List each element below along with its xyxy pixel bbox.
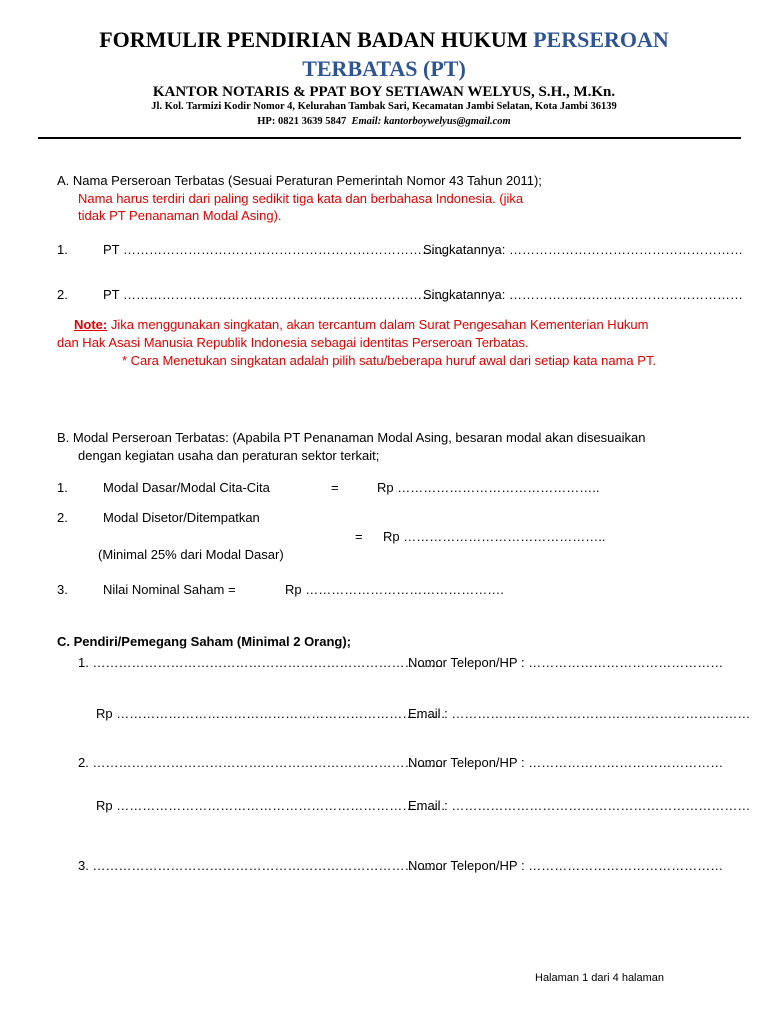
- founder-2-rp-field[interactable]: Rp ………………………………………………………………….: [96, 798, 445, 813]
- pt-abbr-1-field[interactable]: Singkatannya: ………………………………………………: [423, 242, 744, 257]
- note-text-1: Jika menggunakan singkatan, akan tercantum dalam Surat Pengesahan Kementerian Hukum: [107, 317, 649, 332]
- office-address: Jl. Kol. Tarmizi Kodir Nomor 4, Kelurahan Tambak Sari, Kecamatan Jambi Selatan, Kota Jambi 36139: [151, 101, 617, 112]
- office-email: Email: kantorboywelyus@gmail.com: [351, 116, 511, 127]
- section-a-rule-line2: tidak PT Penanaman Modal Asing).: [78, 208, 282, 223]
- founder-3-phone-field[interactable]: Nomor Telepon/HP : ………………………………………: [408, 858, 724, 873]
- founder-1-rp-field[interactable]: Rp ………………………………………………………………….: [96, 706, 445, 721]
- modal-disetor-label: Modal Disetor/Ditempatkan: [103, 510, 260, 525]
- section-c-heading: C. Pendiri/Pemegang Saham (Minimal 2 Orang);: [57, 634, 352, 649]
- founder-1-email-field[interactable]: Email : ……………………………………………………………: [408, 706, 751, 721]
- modal-dasar-field[interactable]: Rp ………………………………………..: [377, 480, 600, 495]
- nilai-nominal-label: Nilai Nominal Saham =: [103, 582, 236, 597]
- modal-disetor-field[interactable]: Rp ………………………………………..: [383, 529, 606, 544]
- office-name: KANTOR NOTARIS & PPAT BOY SETIAWAN WELYUS, S.H., M.Kn.: [152, 84, 616, 100]
- note-line3: * Cara Menetukan singkatan adalah pilih satu/beberapa huruf awal dari setiap kata nama PT.: [122, 353, 657, 368]
- modal-dasar-label: Modal Dasar/Modal Cita-Cita: [103, 480, 270, 495]
- founder-3-name-field[interactable]: 3. ………………………………………………………………………: [78, 858, 444, 873]
- pt-name-1-number: 1.: [57, 242, 68, 257]
- note-label: Note:: [74, 317, 108, 332]
- form-title: [0, 27, 768, 53]
- founder-2-phone-field[interactable]: Nomor Telepon/HP : ………………………………………: [408, 755, 724, 770]
- modal-disetor-note: (Minimal 25% dari Modal Dasar): [98, 547, 284, 562]
- pt-name-1-field[interactable]: PT ……………………………………………………………………: [103, 242, 461, 257]
- office-phone: HP: 0821 3639 5847: [257, 116, 347, 127]
- modal-disetor-number: 2.: [57, 510, 68, 525]
- note-line1: [74, 317, 648, 332]
- modal-dasar-equals: =: [331, 480, 339, 495]
- pt-name-2-field[interactable]: PT ……………………………………………………………………: [103, 287, 461, 302]
- founder-2-email-field[interactable]: Email : ……………………………………………………………: [408, 798, 751, 813]
- modal-dasar-number: 1.: [57, 480, 68, 495]
- header-divider: [38, 137, 741, 139]
- section-b-heading-line2: dengan kegiatan usaha dan peraturan sektor terkait;: [78, 448, 380, 463]
- founder-1-phone-field[interactable]: Nomor Telepon/HP : ………………………………………: [408, 655, 724, 670]
- founder-1-name-field[interactable]: 1. ………………………………………………………………………: [78, 655, 444, 670]
- form-title-part2: PERSEROAN: [533, 27, 669, 52]
- note-line2: dan Hak Asasi Manusia Republik Indonesia sebagai identitas Perseroan Terbatas.: [57, 335, 529, 350]
- section-b-heading-line1: B. Modal Perseroan Terbatas: (Apabila PT Penanaman Modal Asing, besaran modal akan disesuaikan: [57, 430, 646, 445]
- modal-disetor-equals: =: [355, 529, 363, 544]
- founder-2-name-field[interactable]: 2. ………………………………………………………………………: [78, 755, 444, 770]
- form-title-part1: FORMULIR PENDIRIAN BADAN HUKUM: [99, 27, 534, 52]
- nilai-nominal-field[interactable]: Rp ……………………………………….: [285, 582, 504, 597]
- office-contact: [0, 116, 768, 127]
- section-a-rule-line1: Nama harus terdiri dari paling sedikit tiga kata dan berbahasa Indonesia. (jika: [78, 191, 524, 206]
- section-a-heading: A. Nama Perseroan Terbatas (Sesuai Peraturan Pemerintah Nomor 43 Tahun 2011);: [57, 173, 542, 188]
- form-title-line2: TERBATAS (PT): [302, 56, 466, 81]
- page-number: Halaman 1 dari 4 halaman: [535, 972, 665, 984]
- nilai-nominal-number: 3.: [57, 582, 68, 597]
- pt-name-2-number: 2.: [57, 287, 68, 302]
- pt-abbr-2-field[interactable]: Singkatannya: ………………………………………………: [423, 287, 744, 302]
